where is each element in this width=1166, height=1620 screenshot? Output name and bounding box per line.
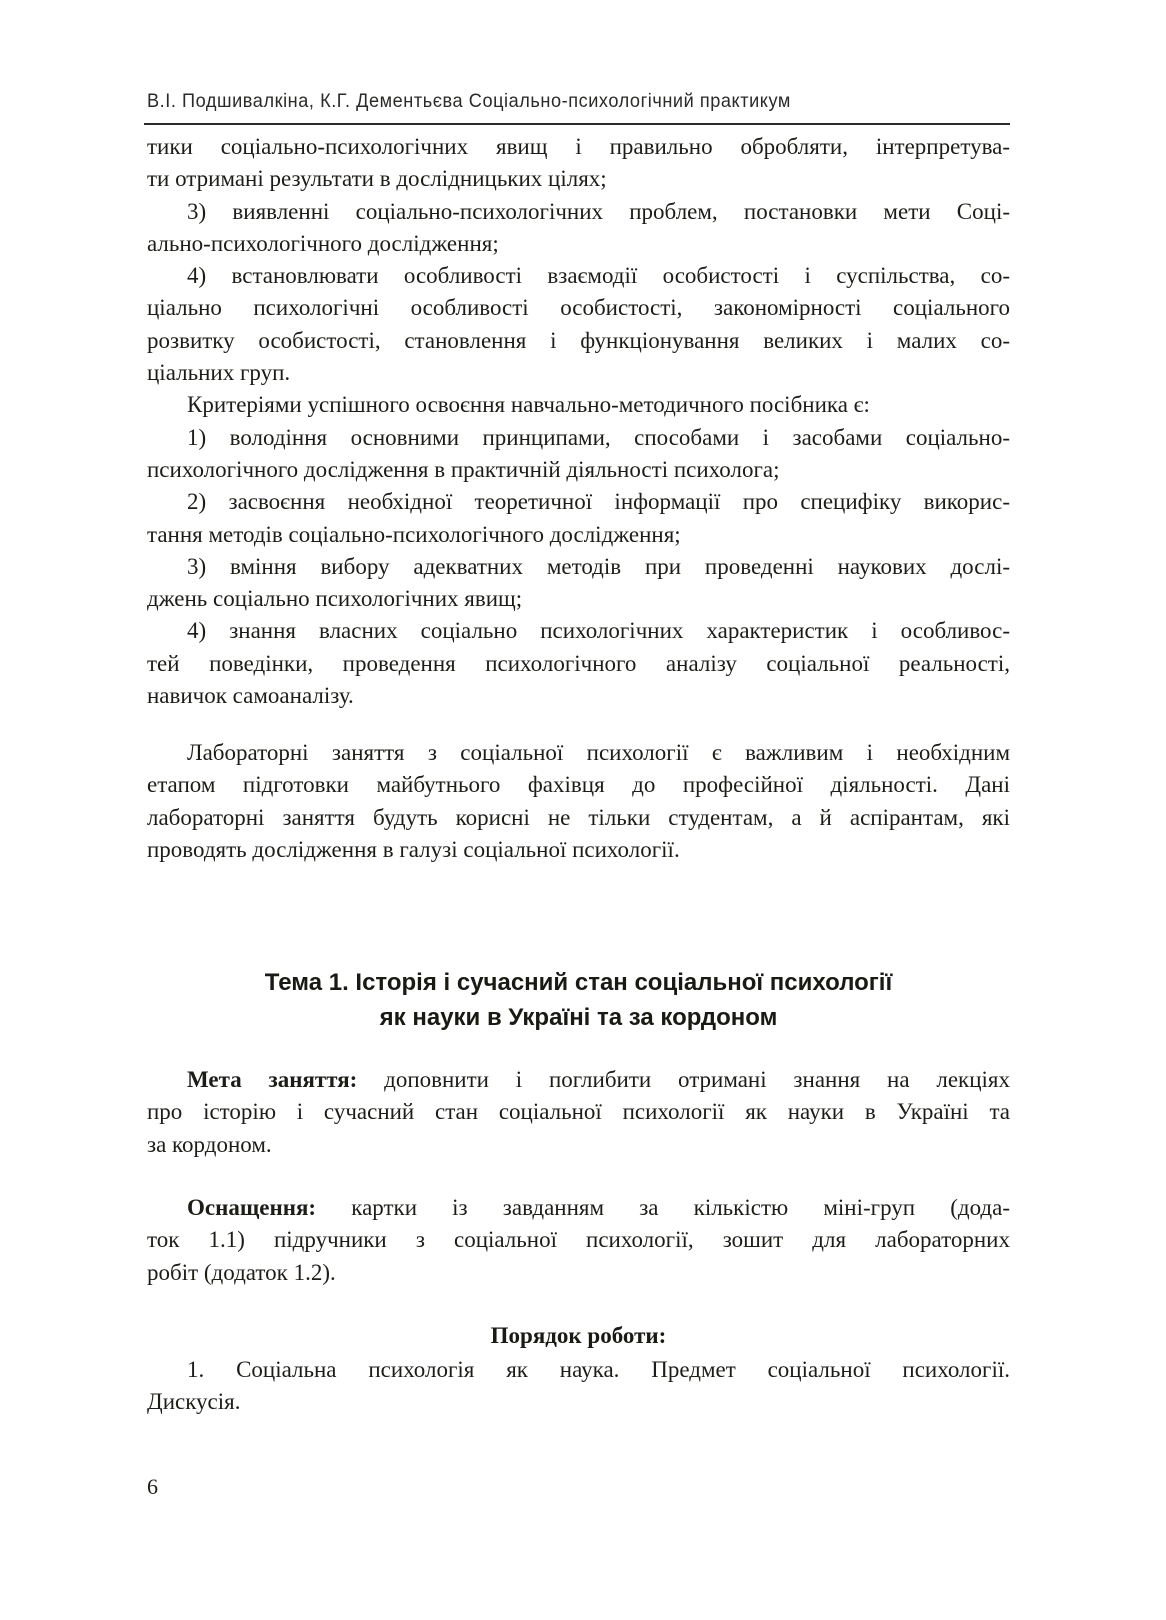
- text-line: тання методів соціально-психологічного дослідження;: [147, 521, 681, 547]
- list-item-4: 4) встановлювати особливості взаємодії особистості і суспільства, со-: [187, 263, 1010, 289]
- procedure-heading: Порядок роботи:: [490, 1323, 667, 1348]
- equipment-label: Оснащення:: [187, 1195, 317, 1220]
- procedure-list: [147, 1354, 1010, 1419]
- text-line: ти отримані результати в дослідницьких цілях;: [147, 166, 607, 192]
- text-line: про історію і сучасний стан соціальної психології як науки в Україні та: [147, 1099, 1010, 1125]
- running-head: В.І. Подшивалкіна, К.Г. Дементьєва Соціально-психологічний практикум: [147, 90, 791, 112]
- text-line: Лабораторні заняття з соціальної психології є важливим і необхідним: [187, 740, 1010, 765]
- text-line: Дискусія.: [147, 1389, 241, 1415]
- text-line: ціально психологічні особливості особистості, закономірності соціального: [147, 295, 1010, 321]
- criteria-item-4: 4) знання власних соціально психологічних характеристик і особливос-: [187, 618, 1010, 644]
- list-item-3: 3) виявленні соціально-психологічних проблем, постановки мети Соці-: [187, 198, 1010, 224]
- equipment-text: картки із завданням за кількістю міні-груп (дода-: [316, 1195, 1010, 1220]
- goal-paragraph: [147, 1064, 1010, 1161]
- text-line: тики соціально-психологічних явищ і правильно обробляти, інтерпретува-: [147, 134, 1010, 159]
- text-line: розвитку особистості, становлення і функціонування великих і малих со-: [147, 327, 1010, 353]
- criteria-item-2: 2) засвоєння необхідної теоретичної інформації про специфіку викорис-: [187, 489, 1010, 515]
- criteria-intro: Критеріями успішного освоєння навчально-методичного посібника є:: [187, 392, 870, 418]
- topic-title-line-1: Тема 1. Історія і сучасний стан соціальної психології: [264, 969, 893, 996]
- text-line: психологічного дослідження в практичній діяльності психолога;: [147, 456, 780, 482]
- text-line: робіт (додаток 1.2).: [147, 1259, 336, 1285]
- procedure-item-1: 1. Соціальна психологія як наука. Предмет соціальної психології.: [187, 1357, 1010, 1382]
- goal-line-1: [147, 1064, 1010, 1096]
- text-line: тей поведінки, проведення психологічного аналізу соціальної реальності,: [147, 650, 1010, 676]
- criteria-item-1: 1) володіння основними принципами, способами і засобами соціально-: [187, 424, 1010, 450]
- text-line: навичок самоаналізу.: [147, 683, 354, 709]
- page-number: 6: [147, 1474, 158, 1499]
- topic-title: [147, 965, 1010, 1035]
- text-line: етапом підготовки майбутнього фахівця до професійної діяльності. Дані: [147, 772, 1010, 798]
- goal-text: доповнити і поглибити отримані знання на лекціях: [357, 1067, 1010, 1092]
- header-rule: [144, 123, 1010, 125]
- text-line: за кордоном.: [147, 1131, 272, 1157]
- goal-label: Мета заняття:: [187, 1067, 358, 1092]
- topic-title-line-2: як науки в Україні та за кордоном: [379, 1004, 778, 1031]
- equipment-line-1: [147, 1192, 1010, 1224]
- text-line: лабораторні заняття будуть корисні не тільки студентам, а й аспірантам, які: [147, 804, 1010, 830]
- text-line: ально-психологічного дослідження;: [147, 230, 499, 256]
- lab-paragraph: [147, 737, 1010, 866]
- text-line: проводять дослідження в галузі соціальної психології.: [147, 836, 680, 862]
- text-line: джень соціально психологічних явищ;: [147, 586, 523, 612]
- intro-block: [147, 131, 1010, 712]
- criteria-item-3: 3) вміння вибору адекватних методів при проведенні наукових дослі-: [187, 553, 1010, 579]
- text-line: ток 1.1) підручники з соціальної психології, зошит для лабораторних: [147, 1227, 1010, 1253]
- equipment-paragraph: [147, 1192, 1010, 1289]
- text-line: ціальних груп.: [147, 360, 291, 386]
